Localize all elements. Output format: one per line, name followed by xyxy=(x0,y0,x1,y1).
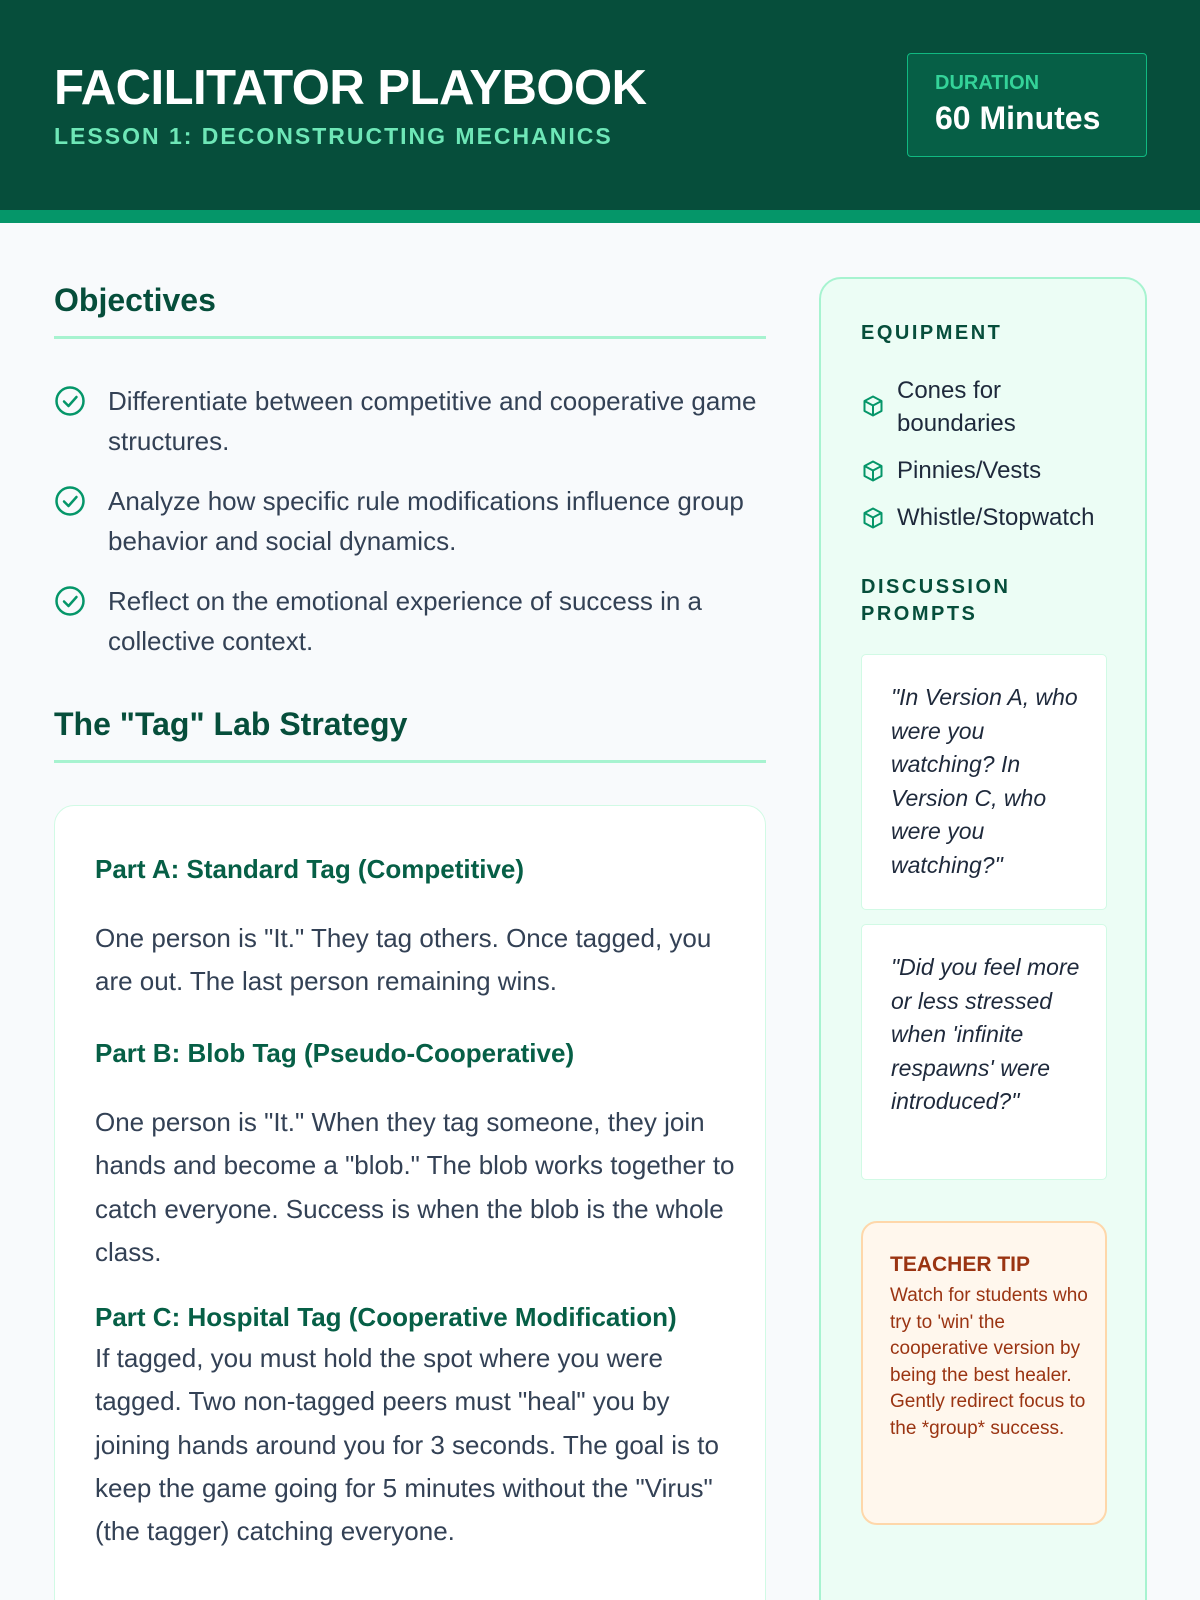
strategy-card xyxy=(54,805,766,1600)
prompt-text: "In Version A, who were you watching? In Version C, who were you watching?" xyxy=(891,684,1078,878)
equipment-text: Cones for boundaries xyxy=(897,377,1016,437)
check-circle-icon xyxy=(54,485,86,517)
duration-label: DURATION xyxy=(935,72,1040,94)
part-title: Part A: Standard Tag (Competitive) xyxy=(95,854,525,884)
cube-icon xyxy=(861,394,885,418)
cube-icon xyxy=(861,459,885,483)
check-circle-icon xyxy=(54,385,86,417)
prompt-card xyxy=(861,654,1107,910)
equipment-item xyxy=(861,501,1121,535)
teacher-tip-card xyxy=(861,1221,1107,1525)
objectives-divider xyxy=(54,336,766,339)
part-text: If tagged, you must hold the spot where you were tagged. Two non-tagged peers must "heal" you by joining hands around you for 3 seconds. The goal is to keep the game going for 5 minutes without the "Virus" (the tagger) catching everyone. xyxy=(95,1343,719,1547)
objective-text: Differentiate between competitive and cooperative game structures. xyxy=(108,386,757,456)
part-title: Part B: Blob Tag (Pseudo-Cooperative) xyxy=(95,1038,575,1068)
objective-text: Reflect on the emotional experience of success in a collective context. xyxy=(108,586,703,656)
prompts-heading: DISCUSSION PROMPTS xyxy=(861,576,1011,625)
cube-icon xyxy=(861,506,885,530)
equipment-heading: EQUIPMENT xyxy=(861,322,1003,344)
page-header xyxy=(0,0,1200,210)
tip-text: Watch for students who try to 'win' the cooperative version by being the best healer. Gently redirect focus to the *group* success. xyxy=(890,1285,1088,1439)
equipment-text: Whistle/Stopwatch xyxy=(897,504,1095,531)
objective-item xyxy=(54,481,774,561)
objectives-heading: Objectives xyxy=(54,282,216,318)
equipment-text: Pinnies/Vests xyxy=(897,457,1042,484)
strategy-heading: The "Tag" Lab Strategy xyxy=(54,706,408,742)
objective-text: Analyze how specific rule modifications influence group behavior and social dynamics. xyxy=(108,486,744,556)
header-accent-band xyxy=(0,210,1200,223)
objective-item xyxy=(54,381,774,461)
part-text: One person is "It." They tag others. Once tagged, you are out. The last person remaining wins. xyxy=(95,923,712,997)
part-text: One person is "It." When they tag someone, they join hands and become a "blob." The blob works together to catch everyone. Success is when the blob is the whole class. xyxy=(95,1107,735,1267)
objective-item xyxy=(54,581,774,661)
check-circle-icon xyxy=(54,585,86,617)
part-title: Part C: Hospital Tag (Cooperative Modification) xyxy=(95,1302,677,1332)
duration-value: 60 Minutes xyxy=(935,100,1101,136)
equipment-item xyxy=(861,374,1121,442)
tip-title: TEACHER TIP xyxy=(890,1253,1031,1276)
page-title: FACILITATOR PLAYBOOK xyxy=(54,61,647,115)
sidebar-panel xyxy=(819,277,1147,1600)
strategy-divider xyxy=(54,760,766,763)
prompt-text: "Did you feel more or less stressed when 'infinite respawns' were introduced?" xyxy=(891,954,1080,1114)
prompt-card xyxy=(861,924,1107,1180)
equipment-item xyxy=(861,454,1121,488)
duration-badge xyxy=(907,53,1147,157)
lesson-subtitle: LESSON 1: DECONSTRUCTING MECHANICS xyxy=(54,123,613,149)
